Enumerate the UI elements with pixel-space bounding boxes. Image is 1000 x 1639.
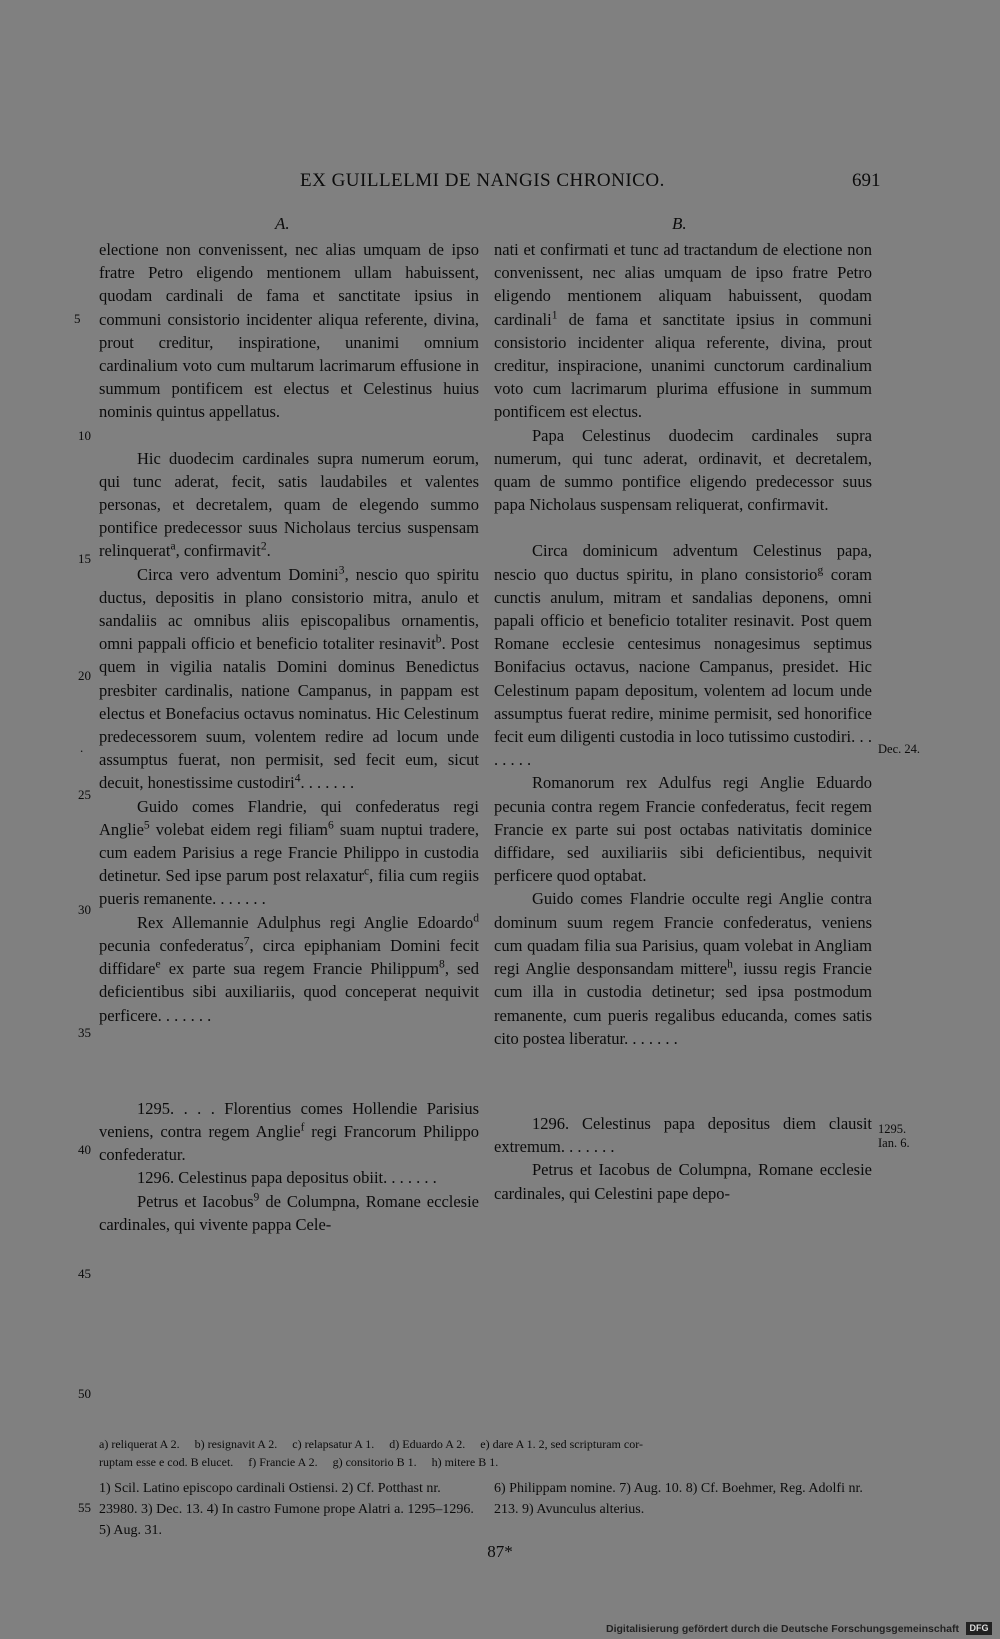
margin-date: 1295.: [878, 1122, 907, 1136]
page-header: [0, 170, 1000, 204]
variant-ref: f: [300, 1121, 305, 1134]
running-title: EX GUILLELMI DE NANGIS CHRONICO.: [300, 170, 665, 191]
line-number: 10: [78, 428, 91, 443]
text: pecunia confederatus: [99, 935, 244, 955]
col-a-paragraph-1: [99, 238, 479, 424]
line-number: 40: [78, 1142, 91, 1157]
variant-ref: e: [155, 958, 161, 971]
col-a-paragraph-2: [99, 447, 479, 563]
text: ex parte sua regem Francie Philippum: [160, 959, 440, 979]
text: 1296. Celestinus papa depositus obiit. . . . . . .: [137, 1168, 437, 1188]
text: Petrus et Iacobus de Columpna, Romane ecclesie cardinales, qui Celestini pape depo-: [494, 1160, 872, 1203]
text: de fama et sanctitate ipsius in communi consistorio incidenter aliqua referente, divina, prout creditur, inspiracione, unanimi cunctorum cardinalium voto cum lacrimarum plurima effusione in summum pontificem est electus.: [494, 309, 872, 422]
col-a-paragraph-7: [99, 1166, 479, 1189]
digitization-credit: Digitalisierung gefördert durch die Deutsche Forschungsgemeinschaft: [606, 1623, 959, 1635]
footnote-ref: 5: [143, 819, 150, 832]
col-a-paragraph-5: [99, 911, 479, 1027]
col-a-paragraph-4: [99, 795, 479, 911]
text: nati et confirmati et tunc ad tractandum de electione non convenissent, nec alias umquam de ipso fratre Petro eligendo mentionem aliquam habuissent, quodam cardinali: [494, 240, 872, 329]
footnote-ref: 8: [439, 958, 445, 971]
text: Circa dominicum adventum Celestinus papa, nescio quo ductus spiritu, in plano consistorio: [494, 541, 872, 584]
text: Circa vero adventum Domini: [137, 564, 339, 584]
text: , sed deficientibus sibi auxiliariis, quod conceperat nequivit perficere. . . . . . .: [99, 959, 479, 1025]
variant-notes-line-2: ruptam esse e cod. B elucet. f) Francie A 2. g) consitorio B 1. h) mitere B 1.: [99, 1455, 499, 1469]
variant-ref: g: [817, 564, 824, 577]
page-number: 691: [852, 170, 881, 191]
footnote-ref: 6: [328, 819, 334, 832]
line-number: .: [80, 740, 84, 755]
dfg-logo: DFG: [966, 1622, 992, 1635]
text: . . . . . . .: [300, 773, 355, 793]
footnote-ref: 7: [243, 935, 250, 948]
variant-ref: b: [435, 633, 442, 646]
text: , filia cum regiis pueris remanente. . . . . . .: [99, 866, 479, 909]
text: , nescio quo spiritu ductus, depositis in plano consistorio mitra, anulo et sandaliis ac omnibus aliis episcopalibus ornamentis, omni pappali officio et beneficio totaliter resinavit: [99, 564, 479, 654]
col-b-paragraph-2: [494, 424, 872, 517]
text: 1295. . . . Florentius comes Hollendie Parisius veniens, contra regem Anglie: [99, 1098, 479, 1141]
text: Hic duodecim cardinales supra numerum eorum, qui tunc aderat, fecit, satis laudabiles et valentes personas, et decretalem, quam de elegendo summo pontifice predecessor suus Nicholaus tercius suspensam relinquerat: [99, 448, 479, 561]
col-b-paragraph-4: [494, 771, 872, 887]
line-number: 25: [78, 787, 91, 802]
text: . Post quem in vigilia natalis Domini dominus Benedictus presbiter cardinalis, natione Campanus, in pappam est electus et Bonefacius octavus nominatus. Hic Celestinum predecessorem suum, volentem redire ad locum unde assumptus fuerat, non permisit, sed fecit eum, sicut decuit, honestissime custodiri: [99, 634, 480, 793]
line-number: 55: [78, 1500, 91, 1515]
line-number: 30: [78, 902, 91, 917]
col-a-paragraph-8: [99, 1190, 479, 1236]
col-a-paragraph-6: [99, 1097, 479, 1167]
column-b-label: B.: [672, 214, 687, 233]
variant-ref: h: [727, 958, 733, 971]
footnote-ref: 1: [551, 309, 558, 322]
text: coram cunctis anulum, mitram et sandalias deponens, omni papali officio et beneficio totaliter resinavit. Post quem Romane ecclesie centesimus nonagesimus septimus Bonifacius octavus, nacione Campanus, presidet. Hic Celestinum papam depositum, volentem ad locum unde assumptus fuerat redire, minime permisit, sed honorifice fecit eum diligenti custodia in loco tutissimo custodiri. . . . . . . .: [494, 564, 872, 770]
line-number: 35: [78, 1025, 91, 1040]
text: volebat eidem regi filiam: [149, 819, 329, 839]
footnote-ref: 4: [294, 772, 301, 785]
text: Rex Allemannie Adulphus regi Anglie Edoardo: [137, 912, 474, 932]
footnotes-left: 1) Scil. Latino episcopo cardinali Ostiensi. 2) Cf. Potthast nr. 23980. 3) Dec. 13. 4) In castro Fumone prope Alatri a. 1295–1296. 5) Aug. 31.: [99, 1481, 474, 1538]
line-number: 45: [78, 1266, 91, 1281]
line-number: 20: [78, 668, 91, 683]
text: 1296. Celestinus papa depositus diem clausit extremum. . . . . . .: [494, 1113, 872, 1157]
margin-date: Ian. 6.: [878, 1136, 910, 1150]
text: , iussu regis Francie cum illa in custodia detinetur; sed ipsa postmodum remanente, cum pueris regalibus educanda, comes satis cito postea liberatur. . . . . . .: [494, 959, 872, 1048]
text: Guido comes Flandrie occulte regi Anglie contra dominum suum regem Francie confederatus, veniens cum quadam filia sua Parisius, quam volebat in Angliam regi Anglie desponsandam mittere: [494, 889, 872, 979]
line-number: 15: [78, 551, 91, 566]
text: de Columpna, Romane ecclesie cardinales, qui vivente pappa Cele-: [99, 1191, 479, 1234]
line-number: 50: [78, 1386, 91, 1401]
text: .: [266, 541, 271, 561]
footnote-ref: 9: [253, 1191, 260, 1204]
line-number: 5: [74, 311, 81, 326]
variant-ref: c: [363, 865, 370, 878]
text: , circa epiphaniam Domini fecit diffidare: [99, 935, 479, 979]
text: Papa Celestinus duodecim cardinales supra numerum, qui tunc aderat, ordinavit, et decretalem, quam de summo pontifice eligendo predecessor suus papa Nicholaus suspensam reliquerat, confirmavit.: [494, 425, 872, 515]
col-b-paragraph-6: [494, 1112, 872, 1158]
column-a: [99, 238, 479, 1236]
col-b-paragraph-1: [494, 238, 872, 424]
col-a-paragraph-3: [99, 563, 479, 795]
column-b: [494, 238, 872, 1205]
col-b-paragraph-3: [494, 539, 872, 771]
text: Petrus et Iacobus: [137, 1191, 254, 1211]
footnotes-right: 6) Philippam nomine. 7) Aug. 10. 8) Cf. Boehmer, Reg. Adolfi nr. 213. 9) Avunculus alterius.: [494, 1481, 863, 1517]
text: Romanorum rex Adulfus regi Anglie Eduardo pecunia contra regem Francie confederatus, fecit regem Francie ex parte sui post octabas nativitatis dominice diffidare, sed auxiliariis sibi deficientibus, nequivit perficere quod optabat.: [494, 773, 872, 886]
text: suam nuptui tradere, cum eadem Parisius a rege Francie Philippo in custodia detinetur. Sed ipse parum post relaxatur: [99, 819, 479, 886]
text: electione non convenissent, nec alias umquam de ipso fratre Petro eligendo mentionem ullam habuissent, quodam cardinali de fama et sanctitate ipsius in communi consistorio incidenter aliqua referente, divina, prout creditur, inspiratione, unanimi omnium cardinalium voto cum multarum lacrimarum effusione in summum pontificem est electus et Celestinus huius nominis quintus appellatus.: [99, 240, 479, 422]
text: , confirmavit: [175, 541, 261, 561]
signature-number: 87*: [487, 1542, 513, 1561]
footnote-ref: 3: [338, 564, 345, 577]
text: Guido comes Flandrie, qui confederatus regi Anglie: [99, 796, 479, 839]
variant-ref: d: [473, 912, 479, 925]
variant-ref: a: [170, 540, 176, 553]
col-b-paragraph-7: [494, 1158, 872, 1204]
margin-date: Dec. 24.: [878, 742, 920, 756]
text: regi Francorum Philippo confederatur.: [99, 1121, 479, 1165]
column-a-label: A.: [275, 214, 290, 233]
variant-notes-line-1: a) reliquerat A 2. b) resignavit A 2. c) relapsatur A 1. d) Eduardo A 2. e) dare A 1. 2, sed scripturam cor-: [99, 1437, 643, 1451]
footnote-ref: 2: [260, 540, 267, 553]
col-b-paragraph-5: [494, 887, 872, 1049]
